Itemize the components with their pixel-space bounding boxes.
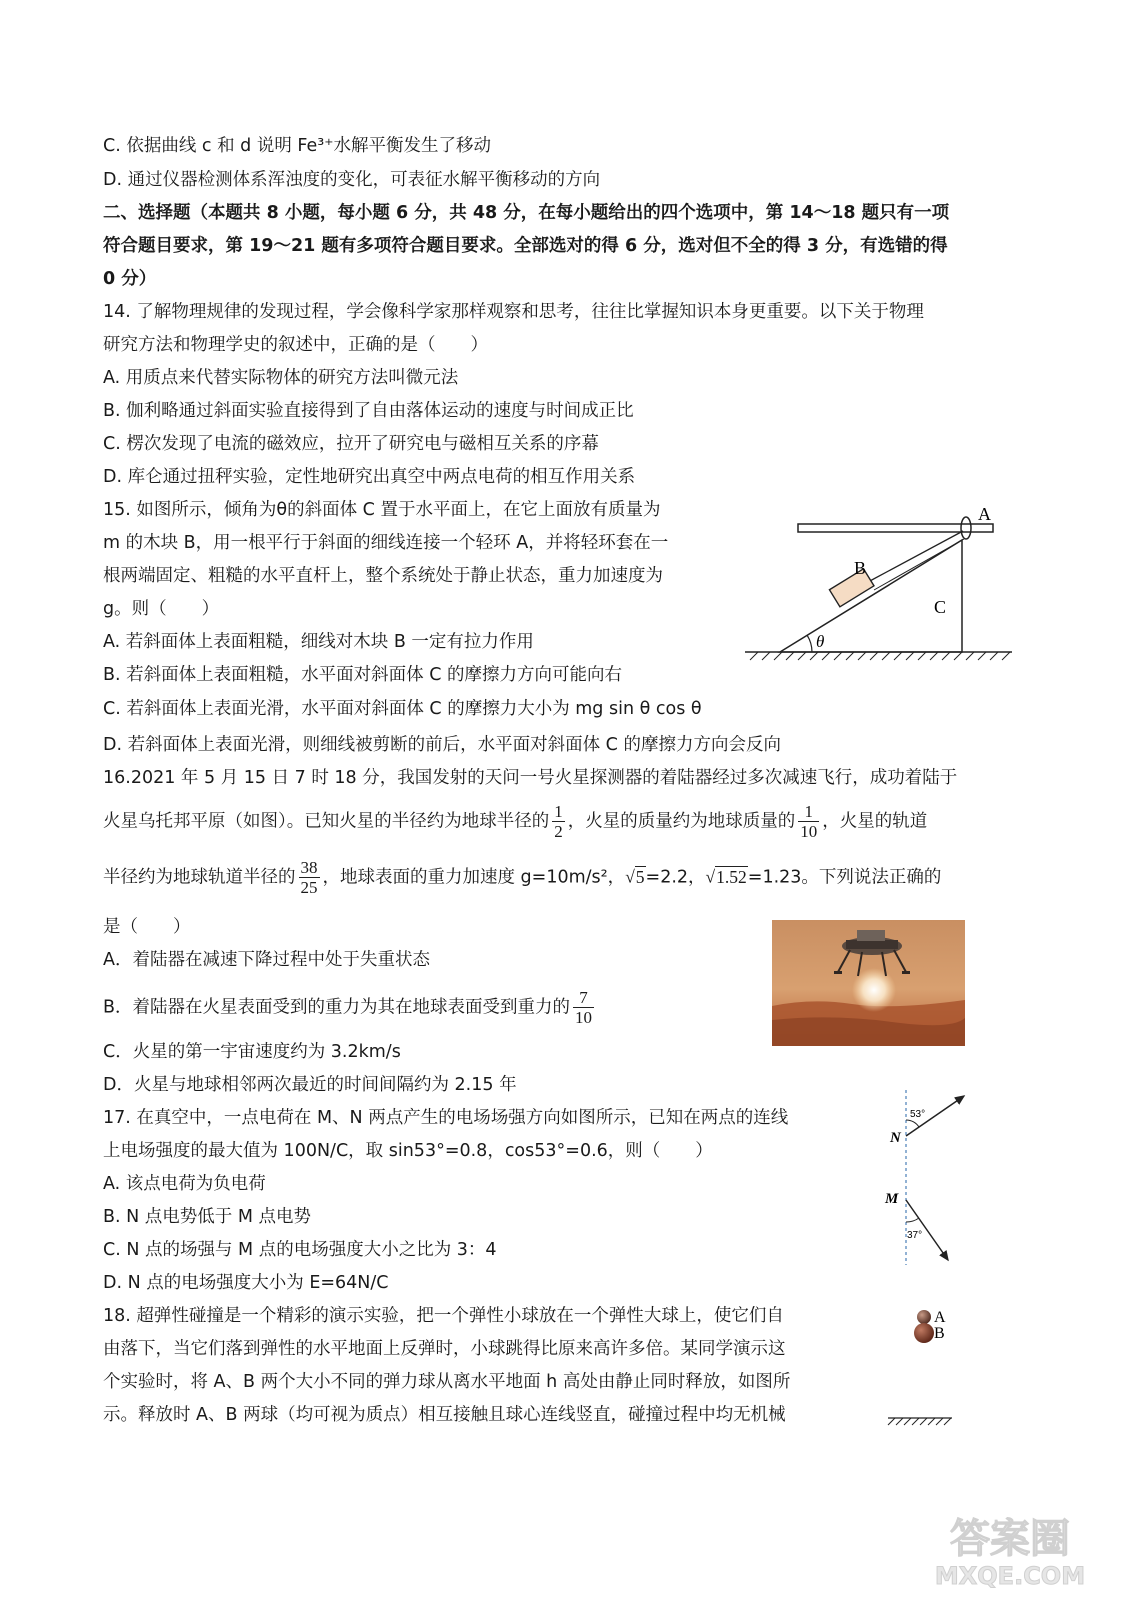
ground-hatching bbox=[888, 1418, 951, 1425]
q16-option-d: D．火星与地球相邻两次最近的时间间隔约为 2.15 年 bbox=[103, 1075, 517, 1095]
q15-option-b: B. 若斜面体上表面粗糙，水平面对斜面体 C 的摩擦力方向可能向右 bbox=[103, 665, 622, 685]
q14-option-b: B. 伽利略通过斜面实验直接得到了自由落体运动的速度与时间成正比 bbox=[103, 401, 634, 421]
q16-option-c: C．火星的第一宇宙速度约为 3.2km/s bbox=[103, 1042, 401, 1062]
mars-lander-photo bbox=[772, 920, 965, 1046]
q18-stem-line1: 18. 超弹性碰撞是一个精彩的演示实验，把一个弹性小球放在一个弹性大球上，使它们自 bbox=[103, 1306, 784, 1326]
q13-option-d: D. 通过仪器检测体系浑浊度的变化，可表征水解平衡移动的方向 bbox=[103, 170, 601, 190]
section-heading-line2: 符合题目要求，第 19～21 题有多项符合题目要求。全部选对的得 6 分，选对但不全的得 3 分，有选错的得 bbox=[103, 236, 948, 256]
fraction-gravity bbox=[573, 988, 594, 1027]
q14-option-a: A. 用质点来代替实际物体的研究方法叫微元法 bbox=[103, 368, 459, 388]
q16-option-a: A．着陆器在减速下降过程中处于失重状态 bbox=[103, 950, 430, 970]
q16-stem-line3-text-b: ，地球表面的重力加速度 g=10m/s²， bbox=[322, 867, 626, 888]
label-m: M bbox=[885, 1191, 899, 1207]
q18-balls-figure bbox=[880, 1300, 960, 1430]
watermark-url: MXQE.COM bbox=[934, 1562, 1086, 1590]
fraction-den: 2 bbox=[554, 822, 563, 841]
fraction-den: 10 bbox=[575, 1008, 593, 1027]
q15-stem-line1: 15. 如图所示，倾角为θ的斜面体 C 置于水平面上，在它上面放有质量为 bbox=[103, 500, 661, 520]
fraction-num: 7 bbox=[573, 988, 594, 1008]
fraction-orbit bbox=[299, 858, 320, 897]
q15-option-c: C. 若斜面体上表面光滑，水平面对斜面体 C 的摩擦力大小为 mg sin θ cos θ bbox=[103, 699, 702, 719]
horizontal-rod bbox=[798, 524, 993, 532]
fraction-num: 1 bbox=[798, 802, 819, 822]
sqrt-1-52-value: =1.23。下列说法正确的 bbox=[747, 867, 942, 888]
angle-arc bbox=[807, 635, 812, 652]
angle-arc-m bbox=[906, 1218, 919, 1222]
q15-stem-line4: g。则（ ） bbox=[103, 599, 220, 619]
watermark-brand: 答案圈 bbox=[950, 1516, 1070, 1562]
sqrt-5-value: =2.2， bbox=[645, 867, 706, 888]
label-ring-a: A bbox=[978, 504, 991, 524]
block-b bbox=[829, 569, 874, 607]
sqrt-radicand: 5 bbox=[635, 866, 645, 887]
sqrt-1-52: √1.52 bbox=[705, 866, 747, 887]
q15-stem-line2: m 的木块 B，用一根平行于斜面的细线连接一个轻环 A，并将轻环套在一 bbox=[103, 533, 669, 553]
label-incline-c: C bbox=[934, 597, 947, 617]
label-ball-a: A bbox=[934, 1309, 946, 1326]
q18-stem-line3: 个实验时，将 A、B 两个大小不同的弹力球从离水平地面 h 高处由静止同时释放，如图所 bbox=[103, 1372, 791, 1392]
q16-stem-line2-text-b: ，火星的质量约为地球质量的 bbox=[567, 811, 796, 832]
q15-incline-figure bbox=[740, 500, 1020, 670]
ring-a bbox=[961, 517, 971, 539]
q16-option-b-text: B．着陆器在火星表面受到的重力为其在地球表面受到重力的 bbox=[103, 997, 571, 1018]
q16-stem-line2 bbox=[103, 802, 927, 841]
q13-option-c: C. 依据曲线 c 和 d 说明 Fe³⁺水解平衡发生了移动 bbox=[103, 136, 492, 156]
q17-stem-line1: 17. 在真空中，一点电荷在 M、N 两点产生的电场场强方向如图所示，已知在两点的连线 bbox=[103, 1108, 789, 1128]
watermark-logo bbox=[905, 1510, 1115, 1590]
string bbox=[868, 531, 963, 582]
q17-option-a: A. 该点电荷为负电荷 bbox=[103, 1174, 266, 1194]
label-theta: θ bbox=[816, 632, 825, 651]
angle-arc-n bbox=[906, 1120, 919, 1127]
q17-option-d: D. N 点的电场强度大小为 E=64N/C bbox=[103, 1273, 389, 1293]
q15-option-d: D. 若斜面体上表面光滑，则细线被剪断的前后，水平面对斜面体 C 的摩擦力方向会反向 bbox=[103, 735, 781, 755]
ball-b bbox=[914, 1323, 934, 1343]
q14-stem-line1: 14. 了解物理规律的发现过程，学会像科学家那样观察和思考，往往比掌握知识本身更重要。以下关于物理 bbox=[103, 302, 924, 322]
q17-option-c: C. N 点的场强与 M 点的电场强度大小之比为 3：4 bbox=[103, 1240, 497, 1260]
sqrt-5: √5 bbox=[625, 866, 645, 887]
q15-option-a: A. 若斜面体上表面粗糙，细线对木块 B 一定有拉力作用 bbox=[103, 632, 534, 652]
label-angle-m: 37° bbox=[907, 1230, 923, 1241]
label-block-b: B bbox=[854, 558, 867, 578]
fraction-num: 1 bbox=[554, 802, 563, 821]
fraction-mass bbox=[798, 802, 819, 841]
q17-option-b: B. N 点电势低于 M 点电势 bbox=[103, 1207, 312, 1227]
q16-option-b bbox=[103, 988, 597, 1027]
q14-stem-line2: 研究方法和物理学史的叙述中，正确的是（ ） bbox=[103, 335, 488, 355]
q15-stem-line3: 根两端固定、粗糙的水平直杆上，整个系统处于静止状态，重力加速度为 bbox=[103, 566, 663, 586]
fraction-radius bbox=[552, 802, 565, 841]
section-heading-line1: 二、选择题（本题共 8 小题，每小题 6 分，共 48 分，在每小题给出的四个选项中，第 14～18 题只有一项 bbox=[103, 203, 950, 223]
string-edge bbox=[874, 539, 964, 590]
fraction-num: 38 bbox=[300, 858, 318, 877]
q14-option-d: D. 库仑通过扭秤实验，定性地研究出真空中两点电荷的相互作用关系 bbox=[103, 467, 636, 487]
fraction-den: 10 bbox=[800, 822, 818, 841]
q18-stem-line2: 由落下，当它们落到弹性的水平地面上反弹时，小球跳得比原来高许多倍。某同学演示这 bbox=[103, 1339, 786, 1359]
fraction-den: 25 bbox=[300, 878, 318, 897]
sqrt-radicand: 1.52 bbox=[716, 866, 747, 887]
q16-stem-line2-text-c: ，火星的轨道 bbox=[822, 811, 928, 832]
q17-field-figure bbox=[880, 1090, 970, 1265]
label-n: N bbox=[890, 1130, 901, 1146]
q17-stem-line2: 上电场强度的最大值为 100N/C，取 sin53°=0.8，cos53°=0.6，则（ ） bbox=[103, 1141, 713, 1161]
q16-stem-line3-text-a: 半径约为地球轨道半径的 bbox=[103, 867, 296, 888]
q18-stem-line4: 示。释放时 A、B 两球（均可视为质点）相互接触且球心连线竖直，碰撞过程中均无机械 bbox=[103, 1405, 786, 1425]
q14-option-c: C. 楞次发现了电流的磁效应，拉开了研究电与磁相互关系的序幕 bbox=[103, 434, 599, 454]
q16-stem-line1: 16.2021 年 5 月 15 日 7 时 18 分，我国发射的天问一号火星探测器的着陆器经过多次减速飞行，成功着陆于 bbox=[103, 768, 958, 788]
ground-hatching bbox=[750, 652, 1010, 660]
label-ball-b: B bbox=[934, 1325, 945, 1342]
q16-stem-line3 bbox=[103, 858, 941, 897]
section-heading-line3: 0 分） bbox=[103, 269, 157, 289]
q16-stem-line2-text-a: 火星乌托邦平原（如图）。已知火星的半径约为地球半径的 bbox=[103, 811, 550, 832]
q16-stem-line4: 是（ ） bbox=[103, 917, 191, 937]
label-angle-n: 53° bbox=[910, 1109, 926, 1120]
ball-a bbox=[917, 1310, 931, 1324]
